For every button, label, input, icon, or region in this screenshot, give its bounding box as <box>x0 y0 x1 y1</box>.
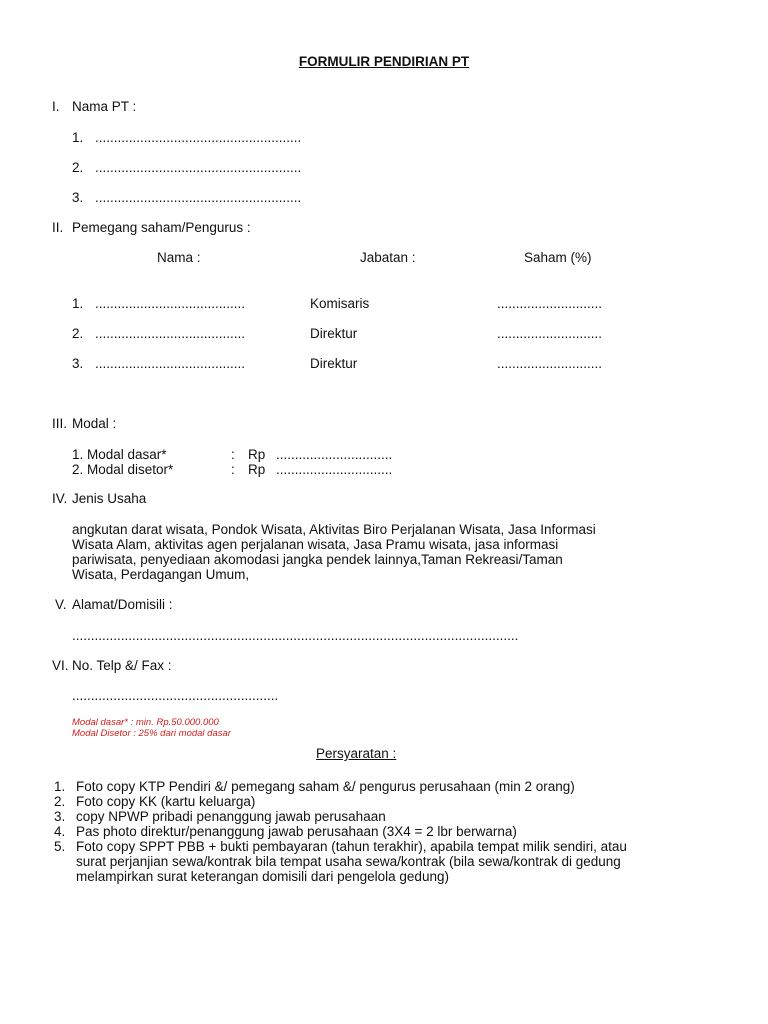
section-5-label: Alamat/Domisili : <box>72 597 173 612</box>
shareholder-share-field[interactable]: ............................ <box>497 356 603 371</box>
modal-currency: Rp <box>248 447 266 462</box>
shareholder-name-field[interactable]: ........................................ <box>95 326 246 341</box>
section-2-numeral: II. <box>52 220 64 235</box>
requirement-num: 4. <box>54 824 66 839</box>
nama-pt-field-1[interactable]: ....................................................... <box>95 130 302 145</box>
requirement-num: 5. <box>54 839 66 854</box>
footnote: Modal Disetor : 25% dari modal dasar <box>72 728 231 739</box>
section-1-item-num: 1. <box>72 130 84 145</box>
requirement-text: copy NPWP pribadi penanggung jawab perusahaan <box>76 809 386 824</box>
shareholder-row-num: 3. <box>72 356 84 371</box>
nama-pt-field-2[interactable]: ....................................................... <box>95 160 302 175</box>
business-type-line: Wisata, Perdagangan Umum, <box>72 567 250 582</box>
header-jabatan: Jabatan : <box>360 250 416 265</box>
modal-colon: : <box>231 447 235 462</box>
business-type-line: pariwisata, penyediaan akomodasi jangka pendek lainnya,Taman Rekreasi/Taman <box>72 552 563 567</box>
section-4-label: Jenis Usaha <box>72 491 147 506</box>
section-1-numeral: I. <box>52 99 60 114</box>
modal-colon: : <box>231 462 235 477</box>
nama-pt-field-3[interactable]: ....................................................... <box>95 190 302 205</box>
requirement-text: Pas photo direktur/penanggung jawab perusahaan (3X4 = 2 lbr berwarna) <box>76 824 517 839</box>
business-type-line: angkutan darat wisata, Pondok Wisata, Aktivitas Biro Perjalanan Wisata, Jasa Informasi <box>72 522 596 537</box>
shareholder-row-num: 1. <box>72 296 84 311</box>
requirement-num: 2. <box>54 794 66 809</box>
section-5-numeral: V. <box>55 597 67 612</box>
shareholder-share-field[interactable]: ............................ <box>497 326 603 341</box>
shareholder-name-field[interactable]: ........................................ <box>95 296 246 311</box>
section-3-numeral: III. <box>52 416 68 431</box>
section-1-label: Nama PT : <box>72 99 137 114</box>
section-1-item-num: 3. <box>72 190 84 205</box>
shareholder-position: Direktur <box>310 356 358 371</box>
header-saham: Saham (%) <box>524 250 592 265</box>
shareholder-position: Komisaris <box>310 296 370 311</box>
header-nama: Nama : <box>157 250 201 265</box>
modal-currency: Rp <box>248 462 266 477</box>
modal-dasar-label: 1. Modal dasar* <box>72 447 167 462</box>
section-1-item-num: 2. <box>72 160 84 175</box>
section-4-numeral: IV. <box>52 491 68 506</box>
requirements-heading: Persyaratan : <box>316 746 397 761</box>
requirement-text: Foto copy SPPT PBB + bukti pembayaran (tahun terakhir), apabila tempat milik sendiri, atau <box>76 839 627 854</box>
business-type-line: Wisata Alam, aktivitas agen perjalanan wisata, Jasa Pramu wisata, jasa informasi <box>72 537 559 552</box>
page-title: FORMULIR PENDIRIAN PT <box>298 54 470 69</box>
address-field[interactable]: ....................................................................................................................... <box>72 628 519 643</box>
shareholder-name-field[interactable]: ........................................ <box>95 356 246 371</box>
requirement-text: melampirkan surat keterangan domisili dari pengelola gedung) <box>76 869 449 884</box>
shareholder-share-field[interactable]: ............................ <box>497 296 603 311</box>
shareholder-row-num: 2. <box>72 326 84 341</box>
footnote: Modal dasar* : min. Rp.50.000.000 <box>72 717 219 728</box>
phone-fax-field[interactable]: ....................................................... <box>72 688 279 703</box>
requirement-text: Foto copy KTP Pendiri &/ pemegang saham &/ pengurus perusahaan (min 2 orang) <box>76 779 575 794</box>
section-6-label: No. Telp &/ Fax : <box>72 658 172 673</box>
modal-disetor-label: 2. Modal disetor* <box>72 462 174 477</box>
section-3-label: Modal : <box>72 416 117 431</box>
requirement-num: 3. <box>54 809 66 824</box>
modal-disetor-field[interactable]: ............................... <box>276 462 393 477</box>
section-2-label: Pemegang saham/Pengurus : <box>72 220 251 235</box>
shareholder-position: Direktur <box>310 326 358 341</box>
requirement-text: Foto copy KK (kartu keluarga) <box>76 794 256 809</box>
requirement-num: 1. <box>54 779 66 794</box>
modal-dasar-field[interactable]: ............................... <box>276 447 393 462</box>
section-6-numeral: VI. <box>52 658 69 673</box>
requirement-text: surat perjanjian sewa/kontrak bila tempat usaha sewa/kontrak (bila sewa/kontrak di gedung <box>76 854 621 869</box>
